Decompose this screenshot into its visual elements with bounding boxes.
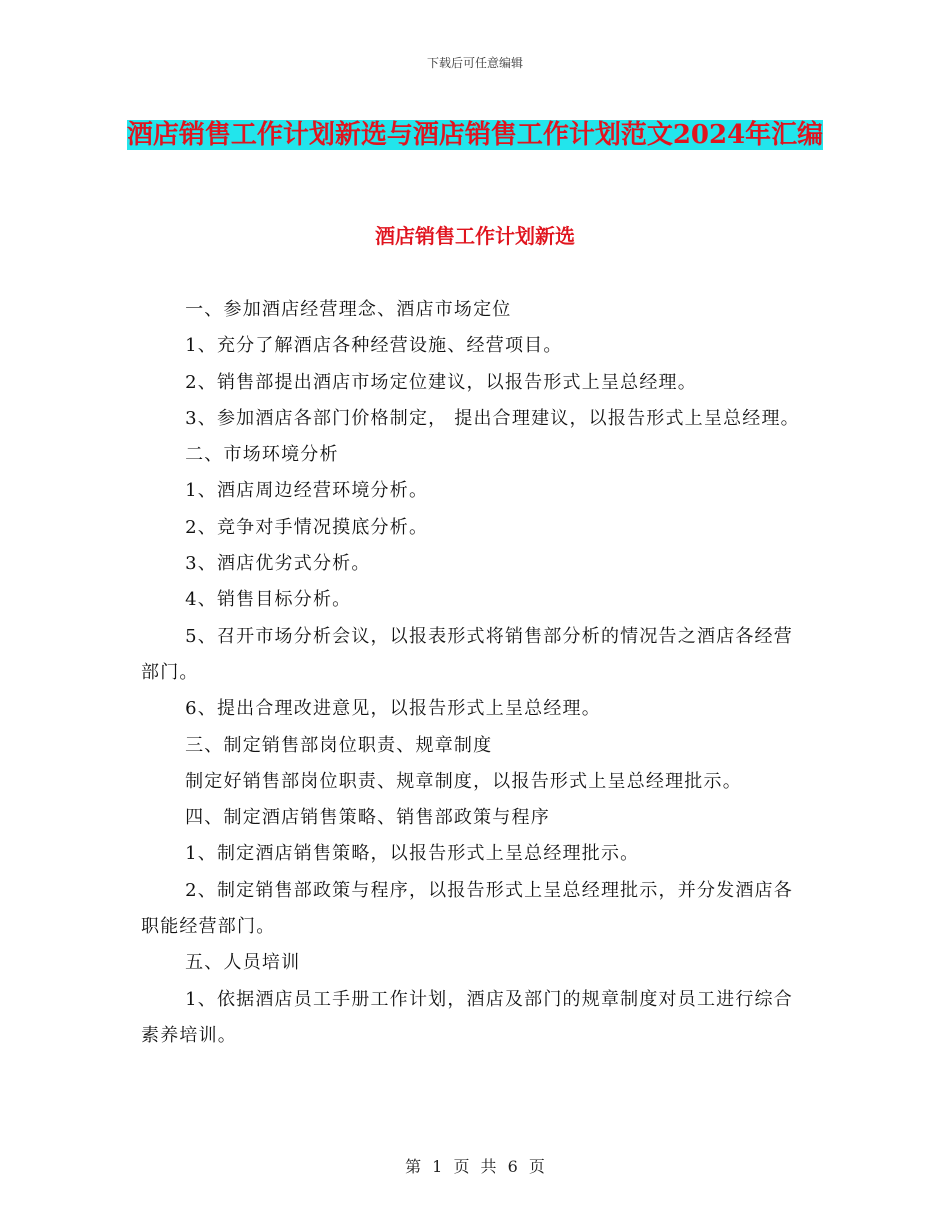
paragraph: 四、制定酒店销售策略、销售部政策与程序 <box>185 807 550 829</box>
document-title <box>120 112 830 158</box>
paragraph: 1、依据酒店员工手册工作计划，酒店及部门的规章制度对员工进行综合素养培训。 <box>141 988 793 1046</box>
paragraph: 三、制定销售部岗位职责、规章制度 <box>185 734 493 756</box>
paragraph: 5、召开市场分析会议，以报表形式将销售部分析的情况告之酒店各经营部门。 <box>141 625 793 683</box>
paragraph: 2、销售部提出酒店市场定位建议，以报告形式上呈总经理。 <box>185 371 697 393</box>
paragraph: 1、酒店周边经营环境分析。 <box>185 480 429 502</box>
paragraph: 2、竞争对手情况摸底分析。 <box>185 516 429 538</box>
page-footer: 第 1 页 共 6 页 <box>405 1157 545 1176</box>
paragraph: 二、市场环境分析 <box>185 444 339 466</box>
paragraph: 4、销售目标分析。 <box>185 589 352 611</box>
paragraph: 6、提出合理改进意见，以报告形式上呈总经理。 <box>185 698 601 720</box>
paragraph: 2、制定销售部政策与程序，以报告形式上呈总经理批示，并分发酒店各职能经营部门。 <box>141 879 793 938</box>
paragraph: 3、酒店优劣式分析。 <box>185 553 371 575</box>
paragraph: 1、充分了解酒店各种经营设施、经营项目。 <box>185 335 563 357</box>
header-note: 下载后可任意编辑 <box>426 56 523 70</box>
paragraph: 一、参加酒店经营理念、酒店市场定位 <box>185 299 512 320</box>
paragraph: 制定好销售部岗位职责、规章制度，以报告形式上呈总经理批示。 <box>185 770 742 792</box>
paragraph: 1、制定酒店销售策略，以报告形式上呈总经理批示。 <box>185 843 640 865</box>
paragraph: 五、人员培训 <box>185 952 301 974</box>
section-title: 酒店销售工作计划新选 <box>375 224 575 248</box>
document-title-text: 酒店销售工作计划新选与酒店销售工作计划范文2024年汇编 <box>126 120 824 150</box>
document-body <box>141 292 808 1054</box>
paragraph: 3、参加酒店各部门价格制定， 提出合理建议，以报告形式上呈总经理。 <box>185 407 800 429</box>
